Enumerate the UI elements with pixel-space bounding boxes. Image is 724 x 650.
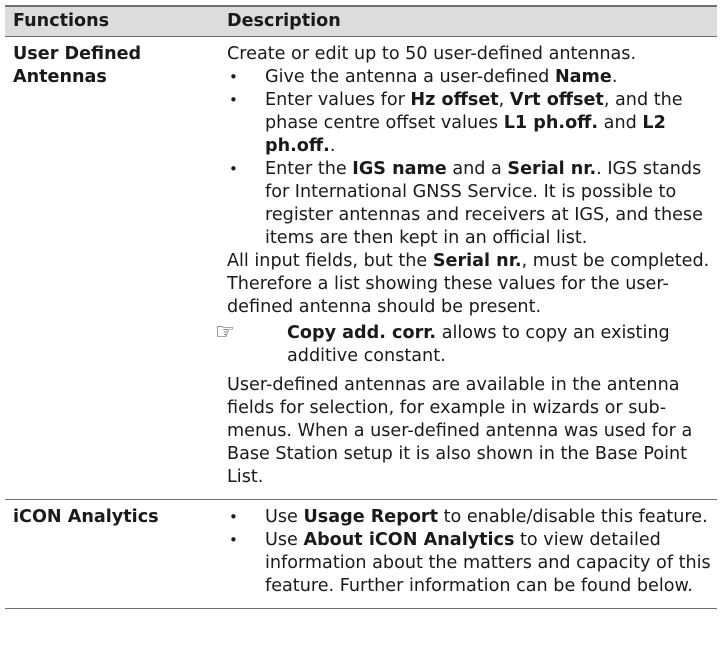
field-vrt-offset: Vrt offset <box>509 90 604 110</box>
function-description <box>219 506 717 598</box>
field-usage-report: Usage Report <box>303 507 438 527</box>
bullet-item: Use Usage Report to enable/disable this feature. <box>265 507 708 527</box>
intro-text: Create or edit up to 50 user-defined antennas. <box>227 44 637 64</box>
field-hz-offset: Hz offset <box>410 90 499 110</box>
bullet-item: Enter the IGS name and a Serial nr.. IGS stands for International GNSS Service. It is possible to register antennas and receivers at IGS, and these items are then kept in an official list. <box>265 159 703 248</box>
field-about-icon-analytics: About iCON Analytics <box>303 530 515 550</box>
field-igs-name: IGS name <box>352 159 447 179</box>
field-l1-ph-off: L1 ph.off. <box>503 113 599 133</box>
bullet-item: Give the antenna a user-defined Name. <box>265 67 618 87</box>
bullet-item: Use About iCON Analytics to view detailed information about the matters and capacity of this feature. Further information can be found below. <box>265 530 711 596</box>
field-serial-nr: Serial nr. <box>432 251 522 271</box>
note-text: Copy add. corr. allows to copy an existing additive constant. <box>287 323 670 366</box>
table-header <box>5 5 717 37</box>
function-name: iCON Analytics <box>13 507 159 527</box>
input-fields-text: All input fields, but the Serial nr., must be completed. Therefore a list showing these values for the user-defined antenna should be present. <box>227 251 710 317</box>
field-l2-ph-off: L2 ph.off. <box>265 113 666 156</box>
availability-text: User-defined antennas are available in the antenna fields for selection, for example in wizards or submenus. When a user-defined antenna was used for a Base Station setup it is also shown in the Base Point List. <box>227 375 693 487</box>
bullet-item: Enter values for Hz offset, Vrt offset, and the phase centre offset values L1 ph.off. and L2 ph.off.. <box>265 90 683 156</box>
table-row-user-defined-antennas <box>5 37 717 500</box>
pointing-hand-icon: ☞ <box>215 320 235 345</box>
field-name: Name <box>554 67 612 87</box>
header-functions: Functions <box>13 11 110 31</box>
table-row-icon-analytics <box>5 500 717 609</box>
function-name-line: Antennas <box>13 67 107 87</box>
function-name <box>5 43 219 489</box>
function-name-line: User Defined <box>13 44 142 64</box>
function-description <box>215 43 717 489</box>
functions-table <box>5 5 717 609</box>
header-description: Description <box>227 11 341 31</box>
note <box>215 320 713 368</box>
field-serial-nr: Serial nr. <box>507 159 597 179</box>
